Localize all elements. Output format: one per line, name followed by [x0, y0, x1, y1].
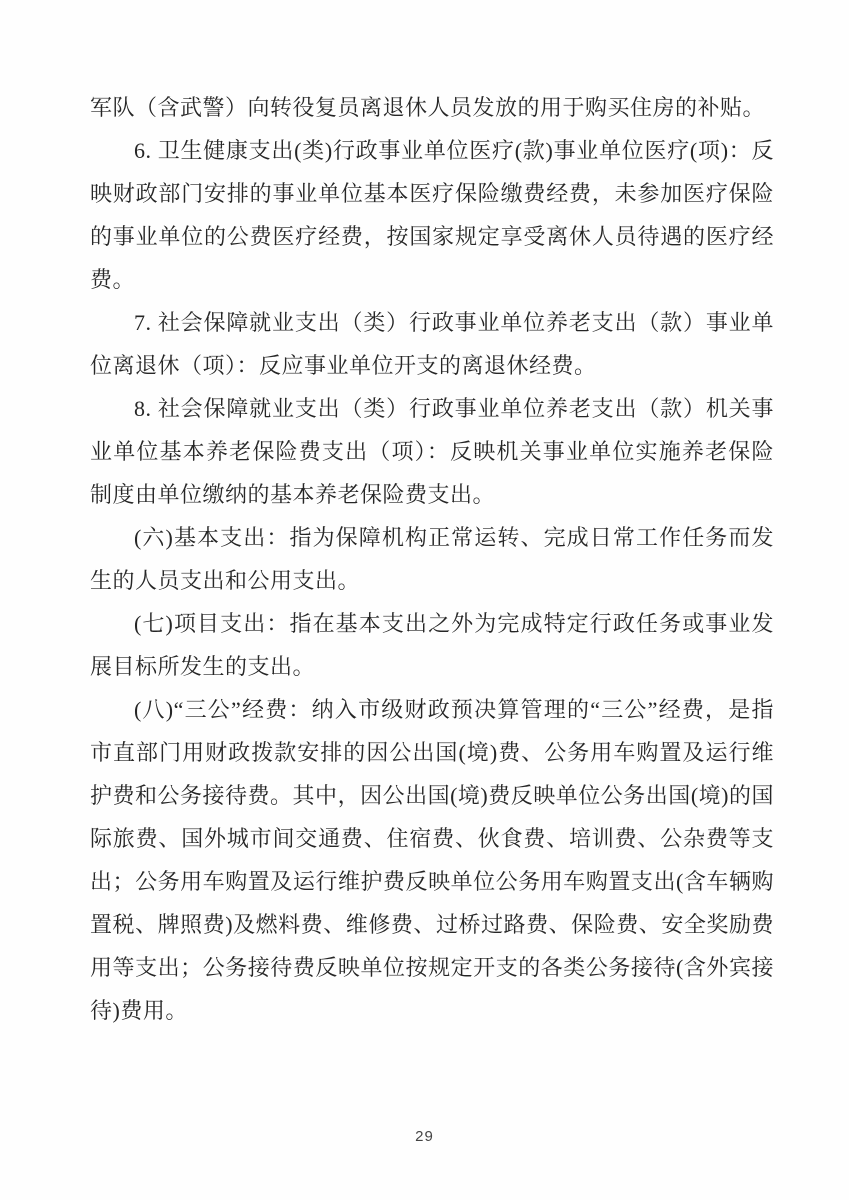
- para-item-8-pension-insurance: 8. 社会保障就业支出（类）行政事业单位养老支出（款）机关事业单位基本养老保险费支出（项）：反映机关事业单位实施养老保险制度由单位缴纳的基本养老保险费支出。: [90, 396, 774, 507]
- para-item-7-social-security-retirement: 7. 社会保障就业支出（类）行政事业单位养老支出（款）事业单位离退休（项）：反应事业单位开支的离退休经费。: [90, 310, 774, 378]
- document-body: [90, 86, 774, 1032]
- page-number: 29: [415, 1128, 434, 1145]
- para-section-8-three-public-funds: (八)“三公”经费：纳入市级财政预决算管理的“三公”经费，是指市直部门用财政拨款安排的因公出国(境)费、公务用车购置及运行维护费和公务接待费。其中，因公出国(境)费反映单位公务出国(境)的国际旅费、国外城市间交通费、住宿费、伙食费、培训费、公杂费等支出；公务用车购置及运行维护费反映单位公务用车购置支出(含车辆购置税、牌照费)及燃料费、维修费、过桥过路费、保险费、安全奖励费用等支出；公务接待费反映单位按规定开支的各类公务接待(含外宾接待)费用。: [90, 697, 774, 1023]
- para-section-6-basic-expenditure: (六)基本支出：指为保障机构正常运转、完成日常工作任务而发生的人员支出和公用支出。: [90, 525, 774, 593]
- para-section-7-project-expenditure: (七)项目支出：指在基本支出之外为完成特定行政任务或事业发展目标所发生的支出。: [90, 611, 774, 679]
- para-item-6-health-expenditure: 6. 卫生健康支出(类)行政事业单位医疗(款)事业单位医疗(项)：反映财政部门安排的事业单位基本医疗保险缴费经费，未参加医疗保险的事业单位的公费医疗经费，按国家规定享受离休人员待遇的医疗经费。: [90, 138, 774, 292]
- para-continuation-housing-subsidy: 军队（含武警）向转役复员离退休人员发放的用于购买住房的补贴。: [90, 95, 766, 120]
